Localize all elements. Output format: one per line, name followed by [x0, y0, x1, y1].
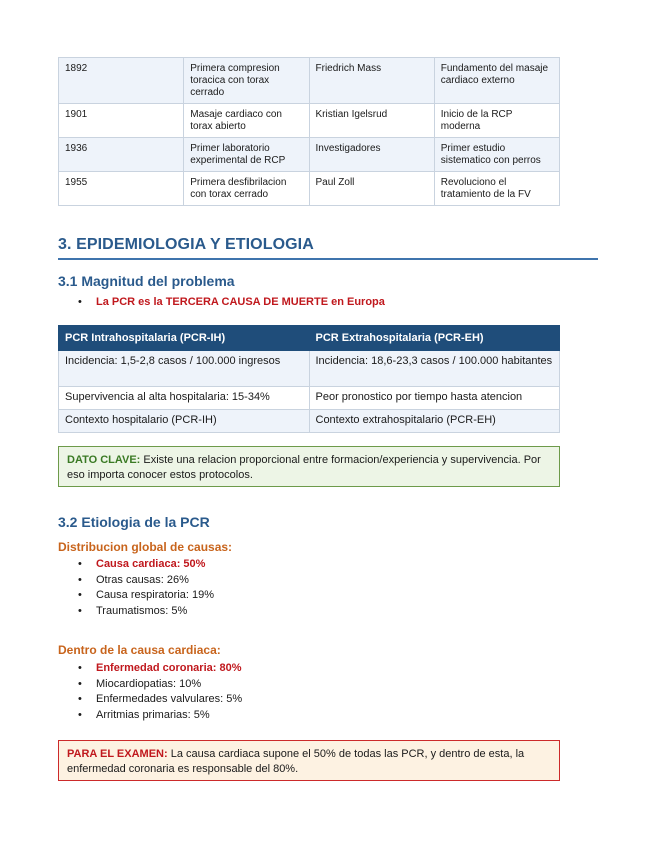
table-cell: Incidencia: 18,6-23,3 casos / 100.000 habitantes: [309, 351, 560, 387]
list-item: [78, 677, 242, 693]
bullet-icon: •: [78, 708, 82, 721]
table-row: [59, 387, 560, 410]
table-row: [59, 104, 560, 138]
bullet-icon: •: [78, 677, 82, 690]
history-table: [58, 57, 560, 206]
bullet-icon: •: [78, 589, 82, 601]
cardiac-causes-list: [78, 661, 242, 723]
bullet-icon: •: [78, 693, 82, 705]
table-cell: Inicio de la RCP moderna: [434, 104, 559, 138]
table-cell: Masaje cardiaco con torax abierto: [184, 104, 309, 138]
list-item-text: Traumatismos: 5%: [96, 604, 188, 617]
table-cell: Investigadores: [309, 138, 434, 172]
table-row: [59, 58, 560, 104]
table-cell: Fundamento del masaje cardiaco externo: [434, 58, 559, 104]
key-fact-bullet: [78, 296, 385, 308]
list-item: [78, 708, 242, 724]
table-row: [59, 410, 560, 433]
table-row: [59, 172, 560, 206]
list-heading: Dentro de la causa cardiaca:: [58, 643, 221, 657]
table-cell: 1936: [59, 138, 184, 172]
list-item-text: Miocardiopatias: 10%: [96, 677, 202, 690]
table-cell: Peor pronostico por tiempo hasta atencion: [309, 387, 560, 410]
list-item: [78, 692, 242, 708]
table-cell: Primera desfibrilacion con torax cerrado: [184, 172, 309, 206]
table-row: [59, 351, 560, 387]
table-cell: Primer estudio sistematico con perros: [434, 138, 559, 172]
exam-callout: [58, 740, 560, 781]
subsection-heading: 3.1 Magnitud del problema: [58, 273, 235, 289]
key-fact-text: La PCR es la TERCERA CAUSA DE MUERTE en Europa: [96, 296, 385, 308]
table-cell: Incidencia: 1,5-2,8 casos / 100.000 ingresos: [59, 351, 310, 387]
section-heading: 3. EPIDEMIOLOGIA Y ETIOLOGIA: [58, 236, 314, 253]
list-item-text: Otras causas: 26%: [96, 573, 189, 586]
bullet-icon: •: [78, 604, 82, 617]
column-header: PCR Intrahospitalaria (PCR-IH): [59, 326, 310, 351]
table-header-row: [59, 326, 560, 351]
table-cell: Contexto hospitalario (PCR-IH): [59, 410, 310, 433]
table-cell: Primera compresion toracica con torax cerrado: [184, 58, 309, 104]
callout-text: Existe una relacion proporcional entre formacion/experiencia y supervivencia. Por eso importa conocer estos protocolos.: [67, 454, 541, 481]
table-cell: Supervivencia al alta hospitalaria: 15-34%: [59, 387, 310, 410]
table-cell: Primer laboratorio experimental de RCP: [184, 138, 309, 172]
table-cell: Paul Zoll: [309, 172, 434, 206]
list-item-text: Enfermedad coronaria: 80%: [96, 662, 242, 674]
subsection-heading: 3.2 Etiologia de la PCR: [58, 514, 210, 530]
pcr-comparison-table: [58, 325, 560, 433]
table-cell: Contexto extrahospitalario (PCR-EH): [309, 410, 560, 433]
section-divider: [58, 258, 598, 260]
list-item-text: Arritmias primarias: 5%: [96, 708, 210, 721]
list-item: [78, 588, 214, 604]
table-cell: Kristian Igelsrud: [309, 104, 434, 138]
bullet-icon: •: [78, 662, 82, 674]
list-item-text: Enfermedades valvulares: 5%: [96, 693, 243, 705]
key-data-callout: [58, 446, 560, 487]
table-cell: Friedrich Mass: [309, 58, 434, 104]
list-item: [78, 573, 214, 589]
list-heading: Distribucion global de causas:: [58, 540, 233, 554]
table-cell: Revoluciono el tratamiento de la FV: [434, 172, 559, 206]
list-item: [78, 557, 214, 573]
table-cell: 1901: [59, 104, 184, 138]
table-cell: 1892: [59, 58, 184, 104]
list-item: [78, 604, 214, 620]
list-item: [78, 661, 242, 677]
list-item-text: Causa cardiaca: 50%: [96, 558, 206, 570]
callout-label: DATO CLAVE:: [67, 454, 141, 466]
callout-label: PARA EL EXAMEN:: [67, 748, 168, 760]
bullet-icon: •: [78, 573, 82, 586]
table-row: [59, 138, 560, 172]
callout-text: La causa cardiaca supone el 50% de todas las PCR, y dentro de esta, la enfermedad coronaria es responsable del 80%.: [67, 748, 525, 775]
column-header: PCR Extrahospitalaria (PCR-EH): [309, 326, 560, 351]
bullet-icon: •: [78, 296, 82, 308]
table-cell: 1955: [59, 172, 184, 206]
global-causes-list: [78, 557, 214, 619]
bullet-icon: •: [78, 558, 82, 570]
list-item-text: Causa respiratoria: 19%: [96, 589, 215, 601]
